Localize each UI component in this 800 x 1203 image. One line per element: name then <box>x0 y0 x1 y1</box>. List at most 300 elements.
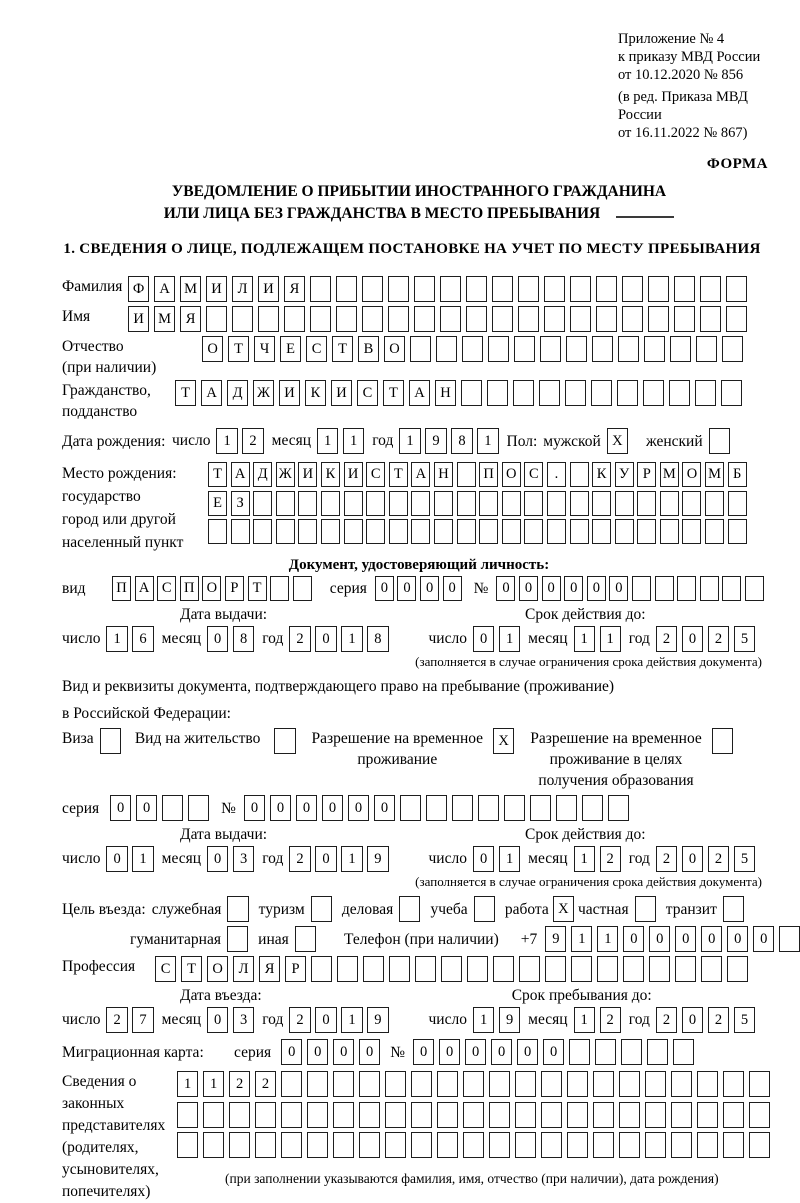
char-cell[interactable] <box>745 576 764 601</box>
char-cell[interactable] <box>440 306 461 332</box>
temp-permit-checkbox[interactable] <box>493 728 514 754</box>
char-cell[interactable] <box>723 896 744 922</box>
char-cell[interactable]: 8 <box>233 626 254 652</box>
char-cell[interactable] <box>623 956 644 982</box>
char-cell[interactable]: 1 <box>473 1007 494 1033</box>
char-cell[interactable]: 1 <box>477 428 498 454</box>
char-cell[interactable] <box>728 519 747 544</box>
residence-series-input[interactable] <box>110 795 209 821</box>
char-cell[interactable] <box>709 428 730 454</box>
stay-year-input[interactable] <box>656 1007 755 1033</box>
char-cell[interactable]: 0 <box>753 926 774 952</box>
patronymic-input[interactable] <box>202 336 743 362</box>
char-cell[interactable] <box>674 276 695 302</box>
doc-issue-day-input[interactable] <box>106 626 153 652</box>
char-cell[interactable] <box>270 576 289 601</box>
char-cell[interactable] <box>570 306 591 332</box>
char-cell[interactable] <box>726 306 747 332</box>
char-cell[interactable]: 0 <box>270 795 291 821</box>
char-cell[interactable]: 0 <box>296 795 317 821</box>
char-cell[interactable]: 2 <box>106 1007 127 1033</box>
char-cell[interactable]: 0 <box>491 1039 512 1065</box>
birth-day-input[interactable] <box>216 428 263 454</box>
char-cell[interactable] <box>712 728 733 754</box>
char-cell[interactable]: Т <box>248 576 267 601</box>
char-cell[interactable] <box>565 380 586 406</box>
char-cell[interactable] <box>411 1132 432 1158</box>
char-cell[interactable] <box>253 491 272 516</box>
char-cell[interactable]: П <box>180 576 199 601</box>
char-cell[interactable]: Р <box>285 956 306 982</box>
char-cell[interactable]: 1 <box>106 626 127 652</box>
char-cell[interactable] <box>493 956 514 982</box>
char-cell[interactable] <box>515 1102 536 1128</box>
char-cell[interactable]: 0 <box>623 926 644 952</box>
char-cell[interactable] <box>592 491 611 516</box>
char-cell[interactable]: 2 <box>289 1007 310 1033</box>
char-cell[interactable]: 0 <box>333 1039 354 1065</box>
char-cell[interactable] <box>400 795 421 821</box>
char-cell[interactable]: 8 <box>367 626 388 652</box>
doc-type-input[interactable] <box>112 576 312 601</box>
char-cell[interactable]: 0 <box>649 926 670 952</box>
char-cell[interactable] <box>310 306 331 332</box>
char-cell[interactable]: 1 <box>597 926 618 952</box>
char-cell[interactable]: 0 <box>110 795 131 821</box>
char-cell[interactable] <box>547 519 566 544</box>
char-cell[interactable] <box>591 380 612 406</box>
char-cell[interactable]: М <box>660 462 679 487</box>
char-cell[interactable] <box>414 306 435 332</box>
char-cell[interactable] <box>596 276 617 302</box>
char-cell[interactable]: 2 <box>242 428 263 454</box>
char-cell[interactable] <box>749 1071 770 1097</box>
char-cell[interactable] <box>541 1071 562 1097</box>
doc-valid-month-input[interactable] <box>574 626 621 652</box>
char-cell[interactable] <box>655 576 674 601</box>
char-cell[interactable]: А <box>411 462 430 487</box>
char-cell[interactable] <box>592 519 611 544</box>
char-cell[interactable] <box>359 1102 380 1128</box>
char-cell[interactable]: 0 <box>315 626 336 652</box>
char-cell[interactable]: 0 <box>496 576 515 601</box>
char-cell[interactable] <box>615 519 634 544</box>
char-cell[interactable] <box>478 795 499 821</box>
edu-permit-checkbox[interactable] <box>712 728 733 754</box>
char-cell[interactable]: А <box>135 576 154 601</box>
char-cell[interactable] <box>311 956 332 982</box>
char-cell[interactable] <box>489 1102 510 1128</box>
char-cell[interactable]: 1 <box>571 926 592 952</box>
char-cell[interactable] <box>596 306 617 332</box>
name-input[interactable] <box>128 306 747 332</box>
residence-permit-checkbox[interactable] <box>274 728 295 754</box>
char-cell[interactable] <box>253 519 272 544</box>
char-cell[interactable]: 2 <box>289 846 310 872</box>
char-cell[interactable] <box>514 336 535 362</box>
char-cell[interactable] <box>362 306 383 332</box>
char-cell[interactable]: Я <box>284 276 305 302</box>
char-cell[interactable] <box>544 276 565 302</box>
char-cell[interactable] <box>359 1132 380 1158</box>
char-cell[interactable]: 0 <box>543 1039 564 1065</box>
char-cell[interactable]: О <box>682 462 701 487</box>
char-cell[interactable] <box>518 276 539 302</box>
char-cell[interactable] <box>100 728 121 754</box>
char-cell[interactable]: 2 <box>229 1071 250 1097</box>
char-cell[interactable] <box>649 956 670 982</box>
char-cell[interactable]: 0 <box>322 795 343 821</box>
char-cell[interactable]: А <box>154 276 175 302</box>
char-cell[interactable] <box>567 1102 588 1128</box>
char-cell[interactable] <box>227 926 248 952</box>
char-cell[interactable] <box>466 276 487 302</box>
surname-input[interactable] <box>128 276 747 302</box>
char-cell[interactable]: Т <box>228 336 249 362</box>
char-cell[interactable] <box>437 1132 458 1158</box>
doc-valid-year-input[interactable] <box>656 626 755 652</box>
char-cell[interactable] <box>363 956 384 982</box>
char-cell[interactable] <box>697 1102 718 1128</box>
char-cell[interactable] <box>696 336 717 362</box>
char-cell[interactable] <box>411 491 430 516</box>
char-cell[interactable] <box>276 491 295 516</box>
char-cell[interactable] <box>570 462 589 487</box>
char-cell[interactable] <box>255 1132 276 1158</box>
char-cell[interactable] <box>188 795 209 821</box>
char-cell[interactable]: 0 <box>519 576 538 601</box>
char-cell[interactable]: 2 <box>656 626 677 652</box>
char-cell[interactable] <box>411 1071 432 1097</box>
char-cell[interactable]: Б <box>728 462 747 487</box>
char-cell[interactable]: И <box>344 462 363 487</box>
char-cell[interactable]: 9 <box>545 926 566 952</box>
doc-number-input[interactable] <box>496 576 764 601</box>
char-cell[interactable] <box>436 336 457 362</box>
char-cell[interactable]: 0 <box>701 926 722 952</box>
char-cell[interactable] <box>622 276 643 302</box>
char-cell[interactable] <box>293 576 312 601</box>
char-cell[interactable]: 0 <box>315 846 336 872</box>
char-cell[interactable] <box>697 1132 718 1158</box>
char-cell[interactable] <box>232 306 253 332</box>
purpose-other-checkbox[interactable] <box>295 926 316 952</box>
char-cell[interactable] <box>229 1132 250 1158</box>
char-cell[interactable] <box>645 1132 666 1158</box>
char-cell[interactable]: 0 <box>315 1007 336 1033</box>
char-cell[interactable] <box>463 1102 484 1128</box>
char-cell[interactable] <box>410 336 431 362</box>
char-cell[interactable]: А <box>231 462 250 487</box>
char-cell[interactable]: 2 <box>708 626 729 652</box>
char-cell[interactable] <box>618 336 639 362</box>
char-cell[interactable] <box>336 276 357 302</box>
char-cell[interactable]: О <box>384 336 405 362</box>
citizenship-input[interactable] <box>175 380 742 406</box>
char-cell[interactable] <box>440 276 461 302</box>
char-cell[interactable] <box>298 491 317 516</box>
char-cell[interactable] <box>569 1039 590 1065</box>
char-cell[interactable] <box>258 306 279 332</box>
char-cell[interactable] <box>504 795 525 821</box>
char-cell[interactable] <box>608 795 629 821</box>
char-cell[interactable] <box>705 491 724 516</box>
char-cell[interactable]: Я <box>259 956 280 982</box>
char-cell[interactable] <box>411 519 430 544</box>
char-cell[interactable] <box>567 1132 588 1158</box>
char-cell[interactable]: И <box>331 380 352 406</box>
char-cell[interactable]: 1 <box>203 1071 224 1097</box>
char-cell[interactable]: Т <box>389 462 408 487</box>
char-cell[interactable] <box>570 276 591 302</box>
char-cell[interactable] <box>524 519 543 544</box>
entry-day-input[interactable] <box>106 1007 153 1033</box>
char-cell[interactable] <box>671 1071 692 1097</box>
char-cell[interactable] <box>385 1102 406 1128</box>
char-cell[interactable]: П <box>479 462 498 487</box>
char-cell[interactable]: 0 <box>207 626 228 652</box>
char-cell[interactable] <box>547 491 566 516</box>
char-cell[interactable] <box>389 491 408 516</box>
char-cell[interactable] <box>336 306 357 332</box>
legal-reps-line1-input[interactable] <box>177 1071 770 1097</box>
purpose-tourism-checkbox[interactable] <box>311 896 332 922</box>
char-cell[interactable] <box>488 336 509 362</box>
char-cell[interactable]: 2 <box>289 626 310 652</box>
purpose-transit-checkbox[interactable] <box>723 896 744 922</box>
char-cell[interactable]: А <box>409 380 430 406</box>
char-cell[interactable] <box>414 276 435 302</box>
char-cell[interactable] <box>530 795 551 821</box>
char-cell[interactable]: 2 <box>600 846 621 872</box>
char-cell[interactable] <box>648 276 669 302</box>
char-cell[interactable]: 1 <box>341 626 362 652</box>
char-cell[interactable] <box>177 1132 198 1158</box>
char-cell[interactable] <box>177 1102 198 1128</box>
char-cell[interactable] <box>467 956 488 982</box>
purpose-private-checkbox[interactable] <box>635 896 656 922</box>
char-cell[interactable]: К <box>321 462 340 487</box>
residence-issue-year-input[interactable] <box>289 846 388 872</box>
char-cell[interactable]: В <box>358 336 379 362</box>
char-cell[interactable]: Т <box>181 956 202 982</box>
char-cell[interactable] <box>295 926 316 952</box>
char-cell[interactable]: 1 <box>177 1071 198 1097</box>
purpose-study-checkbox[interactable] <box>474 896 495 922</box>
char-cell[interactable]: 0 <box>136 795 157 821</box>
birthplace-line3-input[interactable] <box>208 519 747 544</box>
char-cell[interactable]: 0 <box>682 626 703 652</box>
char-cell[interactable] <box>619 1102 640 1128</box>
sex-female-checkbox[interactable] <box>709 428 730 454</box>
stay-day-input[interactable] <box>473 1007 520 1033</box>
char-cell[interactable] <box>595 1039 616 1065</box>
visa-checkbox[interactable] <box>100 728 121 754</box>
char-cell[interactable] <box>462 336 483 362</box>
birthplace-line1-input[interactable] <box>208 462 747 487</box>
char-cell[interactable]: 0 <box>727 926 748 952</box>
char-cell[interactable]: К <box>592 462 611 487</box>
char-cell[interactable]: X <box>553 896 574 922</box>
char-cell[interactable] <box>479 491 498 516</box>
char-cell[interactable]: И <box>258 276 279 302</box>
char-cell[interactable] <box>492 276 513 302</box>
char-cell[interactable] <box>660 519 679 544</box>
char-cell[interactable]: Т <box>208 462 227 487</box>
char-cell[interactable] <box>474 896 495 922</box>
char-cell[interactable] <box>515 1071 536 1097</box>
char-cell[interactable] <box>567 1071 588 1097</box>
char-cell[interactable] <box>281 1102 302 1128</box>
char-cell[interactable] <box>463 1132 484 1158</box>
char-cell[interactable] <box>203 1132 224 1158</box>
char-cell[interactable] <box>344 519 363 544</box>
char-cell[interactable] <box>461 380 482 406</box>
char-cell[interactable] <box>648 306 669 332</box>
char-cell[interactable]: Р <box>637 462 656 487</box>
char-cell[interactable]: 6 <box>132 626 153 652</box>
char-cell[interactable]: Т <box>383 380 404 406</box>
char-cell[interactable] <box>727 956 748 982</box>
char-cell[interactable] <box>700 306 721 332</box>
char-cell[interactable]: И <box>206 276 227 302</box>
char-cell[interactable]: Е <box>208 491 227 516</box>
char-cell[interactable] <box>597 956 618 982</box>
char-cell[interactable] <box>452 795 473 821</box>
char-cell[interactable]: Я <box>180 306 201 332</box>
char-cell[interactable] <box>722 576 741 601</box>
char-cell[interactable] <box>502 519 521 544</box>
char-cell[interactable] <box>434 491 453 516</box>
char-cell[interactable] <box>389 956 410 982</box>
char-cell[interactable] <box>231 519 250 544</box>
char-cell[interactable]: 0 <box>413 1039 434 1065</box>
char-cell[interactable] <box>721 380 742 406</box>
char-cell[interactable] <box>723 1071 744 1097</box>
doc-issue-month-input[interactable] <box>207 626 254 652</box>
char-cell[interactable]: Ч <box>254 336 275 362</box>
char-cell[interactable]: 0 <box>374 795 395 821</box>
char-cell[interactable] <box>513 380 534 406</box>
char-cell[interactable]: А <box>201 380 222 406</box>
char-cell[interactable] <box>570 491 589 516</box>
entry-year-input[interactable] <box>289 1007 388 1033</box>
char-cell[interactable]: О <box>202 576 221 601</box>
char-cell[interactable] <box>566 336 587 362</box>
char-cell[interactable] <box>700 276 721 302</box>
char-cell[interactable] <box>545 956 566 982</box>
char-cell[interactable] <box>399 896 420 922</box>
char-cell[interactable]: 3 <box>233 846 254 872</box>
birth-year-input[interactable] <box>399 428 498 454</box>
stay-month-input[interactable] <box>574 1007 621 1033</box>
char-cell[interactable]: 0 <box>682 846 703 872</box>
char-cell[interactable] <box>463 1071 484 1097</box>
char-cell[interactable]: И <box>128 306 149 332</box>
char-cell[interactable] <box>298 519 317 544</box>
birthplace-line2-input[interactable] <box>208 491 747 516</box>
char-cell[interactable]: 0 <box>443 576 462 601</box>
char-cell[interactable]: X <box>493 728 514 754</box>
char-cell[interactable] <box>637 519 656 544</box>
char-cell[interactable] <box>632 576 651 601</box>
char-cell[interactable]: С <box>157 576 176 601</box>
char-cell[interactable] <box>556 795 577 821</box>
char-cell[interactable] <box>541 1102 562 1128</box>
char-cell[interactable] <box>162 795 183 821</box>
char-cell[interactable]: 0 <box>106 846 127 872</box>
char-cell[interactable] <box>571 956 592 982</box>
sex-male-checkbox[interactable] <box>607 428 628 454</box>
char-cell[interactable] <box>728 491 747 516</box>
char-cell[interactable] <box>276 519 295 544</box>
residence-issue-day-input[interactable] <box>106 846 153 872</box>
char-cell[interactable]: 0 <box>587 576 606 601</box>
char-cell[interactable]: 0 <box>207 846 228 872</box>
char-cell[interactable]: 1 <box>132 846 153 872</box>
char-cell[interactable] <box>660 491 679 516</box>
char-cell[interactable] <box>366 519 385 544</box>
char-cell[interactable] <box>229 1102 250 1128</box>
char-cell[interactable]: С <box>155 956 176 982</box>
char-cell[interactable]: М <box>180 276 201 302</box>
char-cell[interactable] <box>622 306 643 332</box>
char-cell[interactable]: 0 <box>682 1007 703 1033</box>
char-cell[interactable] <box>723 1102 744 1128</box>
char-cell[interactable]: И <box>279 380 300 406</box>
char-cell[interactable] <box>675 956 696 982</box>
char-cell[interactable] <box>723 1132 744 1158</box>
char-cell[interactable] <box>674 306 695 332</box>
char-cell[interactable] <box>487 380 508 406</box>
char-cell[interactable] <box>333 1132 354 1158</box>
char-cell[interactable]: М <box>154 306 175 332</box>
char-cell[interactable] <box>644 336 665 362</box>
char-cell[interactable] <box>333 1102 354 1128</box>
char-cell[interactable]: 1 <box>216 428 237 454</box>
char-cell[interactable] <box>321 519 340 544</box>
char-cell[interactable] <box>619 1132 640 1158</box>
char-cell[interactable]: М <box>705 462 724 487</box>
char-cell[interactable] <box>726 276 747 302</box>
char-cell[interactable] <box>515 1132 536 1158</box>
char-cell[interactable] <box>359 1071 380 1097</box>
char-cell[interactable]: 0 <box>564 576 583 601</box>
char-cell[interactable]: 1 <box>341 846 362 872</box>
char-cell[interactable] <box>307 1132 328 1158</box>
migration-number-input[interactable] <box>413 1039 694 1065</box>
char-cell[interactable]: 5 <box>734 846 755 872</box>
char-cell[interactable] <box>544 306 565 332</box>
char-cell[interactable] <box>457 519 476 544</box>
char-cell[interactable] <box>519 956 540 982</box>
char-cell[interactable]: 1 <box>574 846 595 872</box>
residence-issue-month-input[interactable] <box>207 846 254 872</box>
char-cell[interactable]: Л <box>232 276 253 302</box>
char-cell[interactable] <box>540 336 561 362</box>
char-cell[interactable]: 0 <box>473 626 494 652</box>
char-cell[interactable]: 0 <box>207 1007 228 1033</box>
char-cell[interactable]: 0 <box>397 576 416 601</box>
char-cell[interactable] <box>415 956 436 982</box>
char-cell[interactable] <box>570 519 589 544</box>
phone-input[interactable] <box>545 926 800 952</box>
char-cell[interactable] <box>457 491 476 516</box>
char-cell[interactable] <box>518 306 539 332</box>
char-cell[interactable] <box>281 1071 302 1097</box>
char-cell[interactable]: 0 <box>348 795 369 821</box>
char-cell[interactable] <box>643 380 664 406</box>
